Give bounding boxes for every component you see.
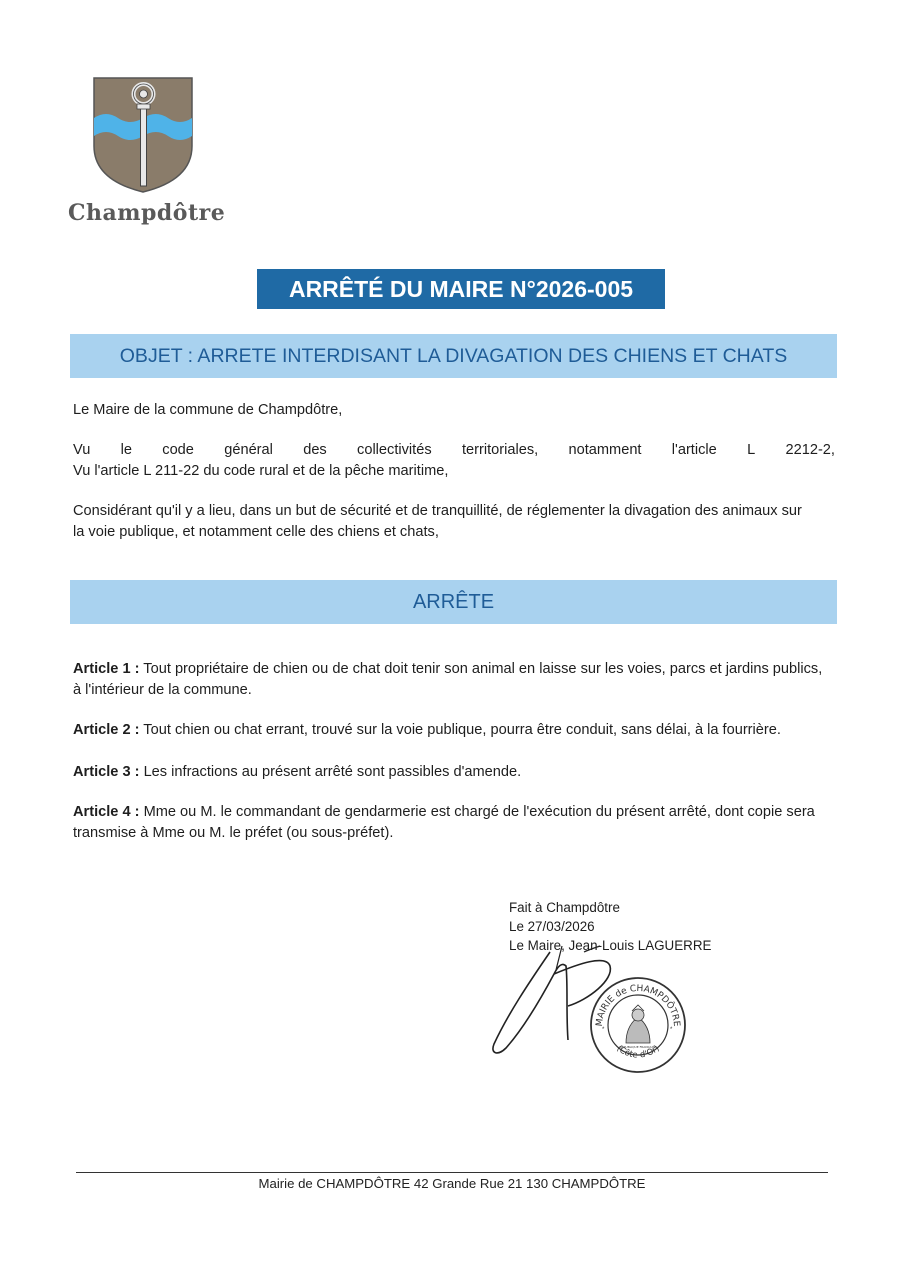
footer-address: Mairie de CHAMPDÔTRE 42 Grande Rue 21 130 CHAMPDÔTRE bbox=[258, 1176, 646, 1191]
svg-text:*: * bbox=[670, 1027, 673, 1033]
considerant-line-2: la voie publique, et notamment celle des chiens et chats, bbox=[73, 524, 439, 540]
signature-place: Fait à Champdôtre bbox=[509, 900, 620, 915]
article-4 bbox=[73, 802, 835, 844]
preamble-intro: Le Maire de la commune de Champdôtre, bbox=[73, 402, 343, 418]
article-text: Mme ou M. le commandant de gendarmerie est chargé de l'exécution du présent arrêté, dont copie sera bbox=[139, 804, 815, 820]
considerant-line-1: Considérant qu'il y a lieu, dans un but de sécurité et de tranquillité, de réglementer la divagation des animaux sur bbox=[73, 503, 802, 519]
signature-signer: Le Maire, Jean-Louis LAGUERRE bbox=[509, 938, 712, 953]
vu-word: 2212-2, bbox=[785, 442, 835, 458]
article-label: Article 4 : bbox=[73, 804, 140, 820]
vu-word: notamment bbox=[568, 442, 642, 458]
arrete-band: ARRÊTE bbox=[70, 580, 837, 624]
vu-word: code bbox=[162, 442, 194, 458]
town-name: Champdôtre bbox=[68, 200, 226, 226]
article-text: Les infractions au présent arrêté sont passibles d'amende. bbox=[139, 764, 522, 780]
signature-date: Le 27/03/2026 bbox=[509, 919, 595, 934]
article-label: Article 3 : bbox=[73, 764, 140, 780]
article-text-continued: à l'intérieur de la commune. bbox=[73, 682, 252, 698]
mairie-stamp-icon bbox=[588, 975, 688, 1075]
decree-title: ARRÊTÉ DU MAIRE N°2026-005 bbox=[257, 269, 665, 309]
article-label: Article 1 : bbox=[73, 661, 140, 677]
preamble-vu-line-2: Vu l'article L 211-22 du code rural et de la pêche maritime, bbox=[73, 463, 449, 479]
preamble-vu-line-1 bbox=[73, 440, 835, 461]
vu-word: L bbox=[747, 442, 756, 458]
article-text-continued: transmise à Mme ou M. le préfet (ou sous-préfet). bbox=[73, 825, 394, 841]
svg-text:(Côte-d'Or): (Côte-d'Or) bbox=[614, 1043, 662, 1061]
vu-word: territoriales, bbox=[461, 442, 539, 458]
vu-word: des bbox=[303, 442, 327, 458]
svg-text:*: * bbox=[602, 1027, 605, 1033]
article-1 bbox=[73, 659, 835, 701]
objet-band: OBJET : ARRETE INTERDISANT LA DIVAGATION DES CHIENS ET CHATS bbox=[70, 334, 837, 378]
coat-of-arms-icon bbox=[92, 76, 196, 194]
article-text: Tout chien ou chat errant, trouvé sur la voie publique, pourra être conduit, sans délai, à la fourrière. bbox=[139, 722, 781, 738]
svg-text:REPUBLIQUE FRANÇAISE: REPUBLIQUE FRANÇAISE bbox=[619, 1045, 657, 1049]
svg-text:MAIRIE de CHAMPDÔTRE: MAIRIE de CHAMPDÔTRE bbox=[594, 983, 682, 1027]
article-3 bbox=[73, 762, 835, 783]
article-2 bbox=[73, 720, 835, 741]
article-text: Tout propriétaire de chien ou de chat doit tenir son animal en laisse sur les voies, parcs et jardins publics, bbox=[139, 661, 823, 677]
article-label: Article 2 : bbox=[73, 722, 140, 738]
preamble-considerant bbox=[73, 501, 835, 543]
vu-word: le bbox=[120, 442, 132, 458]
vu-word: général bbox=[224, 442, 273, 458]
vu-word: l'article bbox=[671, 442, 717, 458]
vu-word: collectivités bbox=[357, 442, 432, 458]
footer-rule bbox=[76, 1172, 828, 1173]
vu-word: Vu bbox=[73, 442, 91, 458]
